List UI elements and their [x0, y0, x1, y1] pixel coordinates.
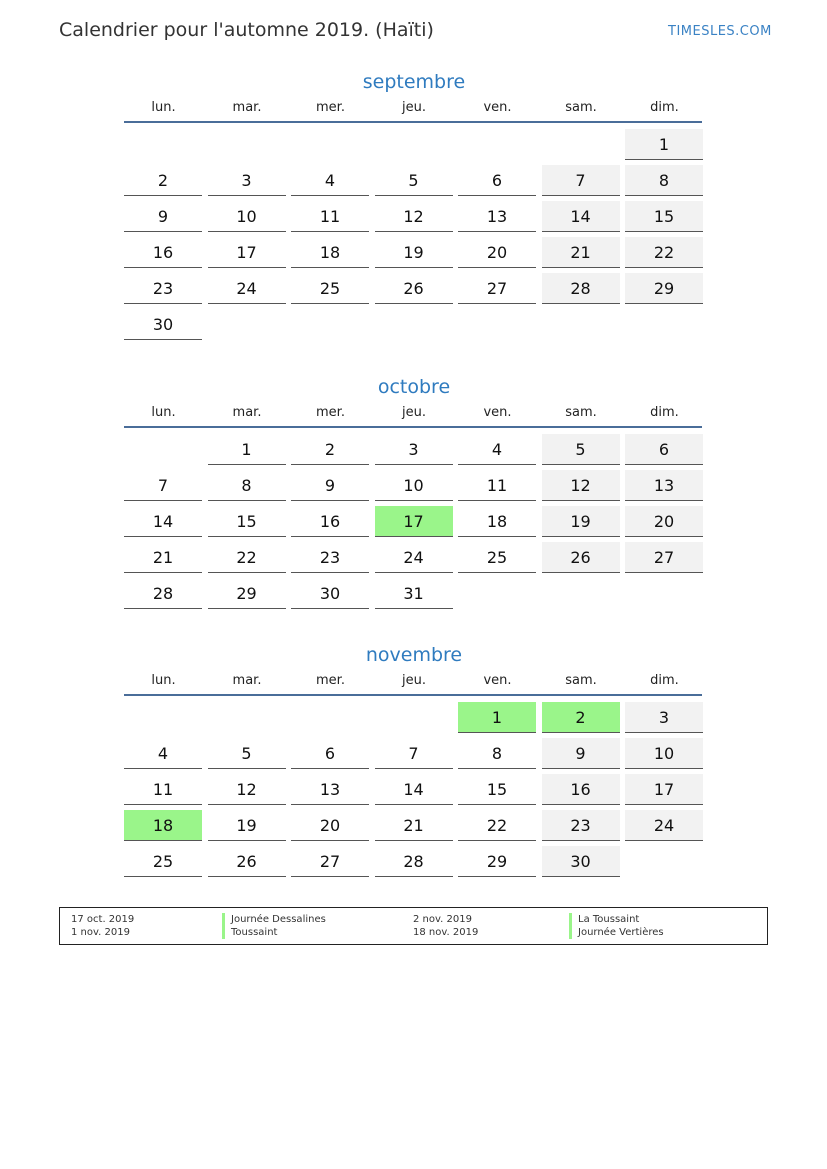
day-cell[interactable]: 22 [208, 542, 286, 573]
weekday-label: ven. [483, 100, 512, 115]
day-cell[interactable]: 14 [124, 506, 202, 537]
day-cell[interactable]: 1 [625, 129, 703, 160]
weekday-label: dim. [650, 405, 679, 420]
day-cell[interactable]: 16 [542, 774, 620, 805]
legend-holiday: Toussaint [222, 926, 277, 939]
day-cell[interactable]: 27 [291, 846, 369, 877]
day-cell[interactable]: 26 [375, 273, 453, 304]
legend-date: 18 nov. 2019 [413, 927, 479, 938]
day-cell[interactable]: 20 [458, 237, 536, 268]
day-cell[interactable]: 4 [124, 738, 202, 769]
weekday-header [124, 405, 704, 426]
day-cell[interactable]: 9 [542, 738, 620, 769]
day-cell[interactable]: 20 [291, 810, 369, 841]
weekday-label: dim. [650, 673, 679, 688]
weekday-label: dim. [650, 100, 679, 115]
day-cell[interactable]: 24 [625, 810, 703, 841]
day-cell[interactable]: 18 [291, 237, 369, 268]
day-cell[interactable]: 25 [124, 846, 202, 877]
day-cell[interactable]: 30 [291, 578, 369, 609]
day-cell[interactable]: 10 [208, 201, 286, 232]
day-cell[interactable]: 30 [124, 309, 202, 340]
day-cell[interactable]: 16 [124, 237, 202, 268]
day-cell[interactable]: 7 [375, 738, 453, 769]
weekday-label: ven. [483, 405, 512, 420]
weekday-label: sam. [565, 673, 597, 688]
day-cell[interactable]: 7 [124, 470, 202, 501]
day-cell[interactable]: 19 [208, 810, 286, 841]
day-cell[interactable]: 17 [625, 774, 703, 805]
weekday-label: mer. [316, 100, 345, 115]
day-cell[interactable]: 12 [208, 774, 286, 805]
day-cell[interactable]: 10 [375, 470, 453, 501]
site-link[interactable]: TIMESLES.COM [668, 24, 772, 39]
day-cell[interactable]: 28 [375, 846, 453, 877]
day-cell[interactable]: 14 [542, 201, 620, 232]
day-cell[interactable]: 24 [208, 273, 286, 304]
day-cell[interactable]: 17 [208, 237, 286, 268]
day-cell[interactable]: 3 [625, 702, 703, 733]
day-cell[interactable]: 27 [458, 273, 536, 304]
day-cell[interactable]: 1 [208, 434, 286, 465]
weekday-label: sam. [565, 405, 597, 420]
day-cell[interactable]: 5 [542, 434, 620, 465]
day-cell[interactable]: 20 [625, 506, 703, 537]
day-cell[interactable]: 21 [542, 237, 620, 268]
day-cell[interactable]: 5 [375, 165, 453, 196]
weekday-label: lun. [151, 673, 176, 688]
weekday-label: mar. [232, 100, 262, 115]
day-cell[interactable]: 14 [375, 774, 453, 805]
day-cell[interactable]: 28 [542, 273, 620, 304]
holiday-day-cell[interactable]: 1 [458, 702, 536, 733]
day-cell[interactable]: 27 [625, 542, 703, 573]
weekday-header [124, 673, 704, 694]
day-cell[interactable]: 6 [625, 434, 703, 465]
page-title: Calendrier pour l'automne 2019. (Haïti) [59, 19, 434, 41]
day-cell[interactable]: 6 [458, 165, 536, 196]
day-cell[interactable]: 19 [375, 237, 453, 268]
month-name: septembre [362, 71, 466, 93]
day-cell[interactable]: 10 [625, 738, 703, 769]
month-september [124, 70, 704, 334]
header-divider [124, 121, 702, 123]
day-cell[interactable]: 8 [625, 165, 703, 196]
weekday-label: mar. [232, 405, 262, 420]
day-cell[interactable]: 8 [458, 738, 536, 769]
legend-holiday: Journée Dessalines [222, 913, 326, 926]
day-cell[interactable]: 22 [625, 237, 703, 268]
day-cell[interactable]: 23 [291, 542, 369, 573]
day-cell[interactable]: 3 [375, 434, 453, 465]
month-november [124, 643, 704, 871]
day-cell[interactable]: 15 [458, 774, 536, 805]
day-cell[interactable]: 18 [458, 506, 536, 537]
day-cell[interactable]: 25 [458, 542, 536, 573]
day-cell[interactable]: 15 [625, 201, 703, 232]
weekday-label: lun. [151, 405, 176, 420]
day-cell[interactable]: 2 [124, 165, 202, 196]
weekday-label: mar. [232, 673, 262, 688]
day-cell[interactable]: 28 [124, 578, 202, 609]
day-cell[interactable]: 15 [208, 506, 286, 537]
legend-date: 17 oct. 2019 [71, 914, 135, 925]
weekday-label: jeu. [402, 100, 426, 115]
holiday-day-cell[interactable]: 17 [375, 506, 453, 537]
day-cell[interactable]: 12 [375, 201, 453, 232]
legend-date: 1 nov. 2019 [71, 927, 130, 938]
holiday-legend [59, 907, 768, 945]
day-cell[interactable]: 4 [458, 434, 536, 465]
day-cell[interactable]: 23 [124, 273, 202, 304]
month-october [124, 375, 704, 603]
day-cell[interactable]: 19 [542, 506, 620, 537]
day-cell[interactable]: 24 [375, 542, 453, 573]
month-name: novembre [365, 644, 463, 666]
day-cell[interactable]: 30 [542, 846, 620, 877]
weekday-label: sam. [565, 100, 597, 115]
month-name: octobre [377, 376, 451, 398]
weekday-label: lun. [151, 100, 176, 115]
weekday-label: jeu. [402, 405, 426, 420]
day-cell[interactable]: 9 [124, 201, 202, 232]
day-cell[interactable]: 21 [124, 542, 202, 573]
day-cell[interactable]: 29 [458, 846, 536, 877]
day-cell[interactable]: 13 [291, 774, 369, 805]
day-cell[interactable]: 3 [208, 165, 286, 196]
day-cell[interactable]: 8 [208, 470, 286, 501]
legend-holiday: Journée Vertières [569, 926, 664, 939]
day-cell[interactable]: 25 [291, 273, 369, 304]
header-divider [124, 426, 702, 428]
day-cell[interactable]: 16 [291, 506, 369, 537]
day-cell[interactable]: 26 [208, 846, 286, 877]
day-cell[interactable]: 11 [124, 774, 202, 805]
day-cell[interactable]: 21 [375, 810, 453, 841]
day-cell[interactable]: 13 [625, 470, 703, 501]
legend-holiday: La Toussaint [569, 913, 639, 926]
day-cell[interactable]: 31 [375, 578, 453, 609]
day-cell[interactable]: 29 [625, 273, 703, 304]
day-cell[interactable]: 26 [542, 542, 620, 573]
weekday-label: mer. [316, 673, 345, 688]
holiday-day-cell[interactable]: 18 [124, 810, 202, 841]
day-cell[interactable]: 6 [291, 738, 369, 769]
day-cell[interactable]: 23 [542, 810, 620, 841]
day-cell[interactable]: 13 [458, 201, 536, 232]
legend-date: 2 nov. 2019 [413, 914, 472, 925]
day-cell[interactable]: 11 [291, 201, 369, 232]
day-cell[interactable]: 9 [291, 470, 369, 501]
day-cell[interactable]: 2 [291, 434, 369, 465]
day-cell[interactable]: 11 [458, 470, 536, 501]
day-cell[interactable]: 5 [208, 738, 286, 769]
weekday-label: ven. [483, 673, 512, 688]
weekday-header [124, 100, 704, 121]
day-cell[interactable]: 29 [208, 578, 286, 609]
day-cell[interactable]: 22 [458, 810, 536, 841]
weekday-label: jeu. [402, 673, 426, 688]
day-cell[interactable]: 4 [291, 165, 369, 196]
header-divider [124, 694, 702, 696]
day-cell[interactable]: 7 [542, 165, 620, 196]
day-cell[interactable]: 12 [542, 470, 620, 501]
holiday-day-cell[interactable]: 2 [542, 702, 620, 733]
weekday-label: mer. [316, 405, 345, 420]
